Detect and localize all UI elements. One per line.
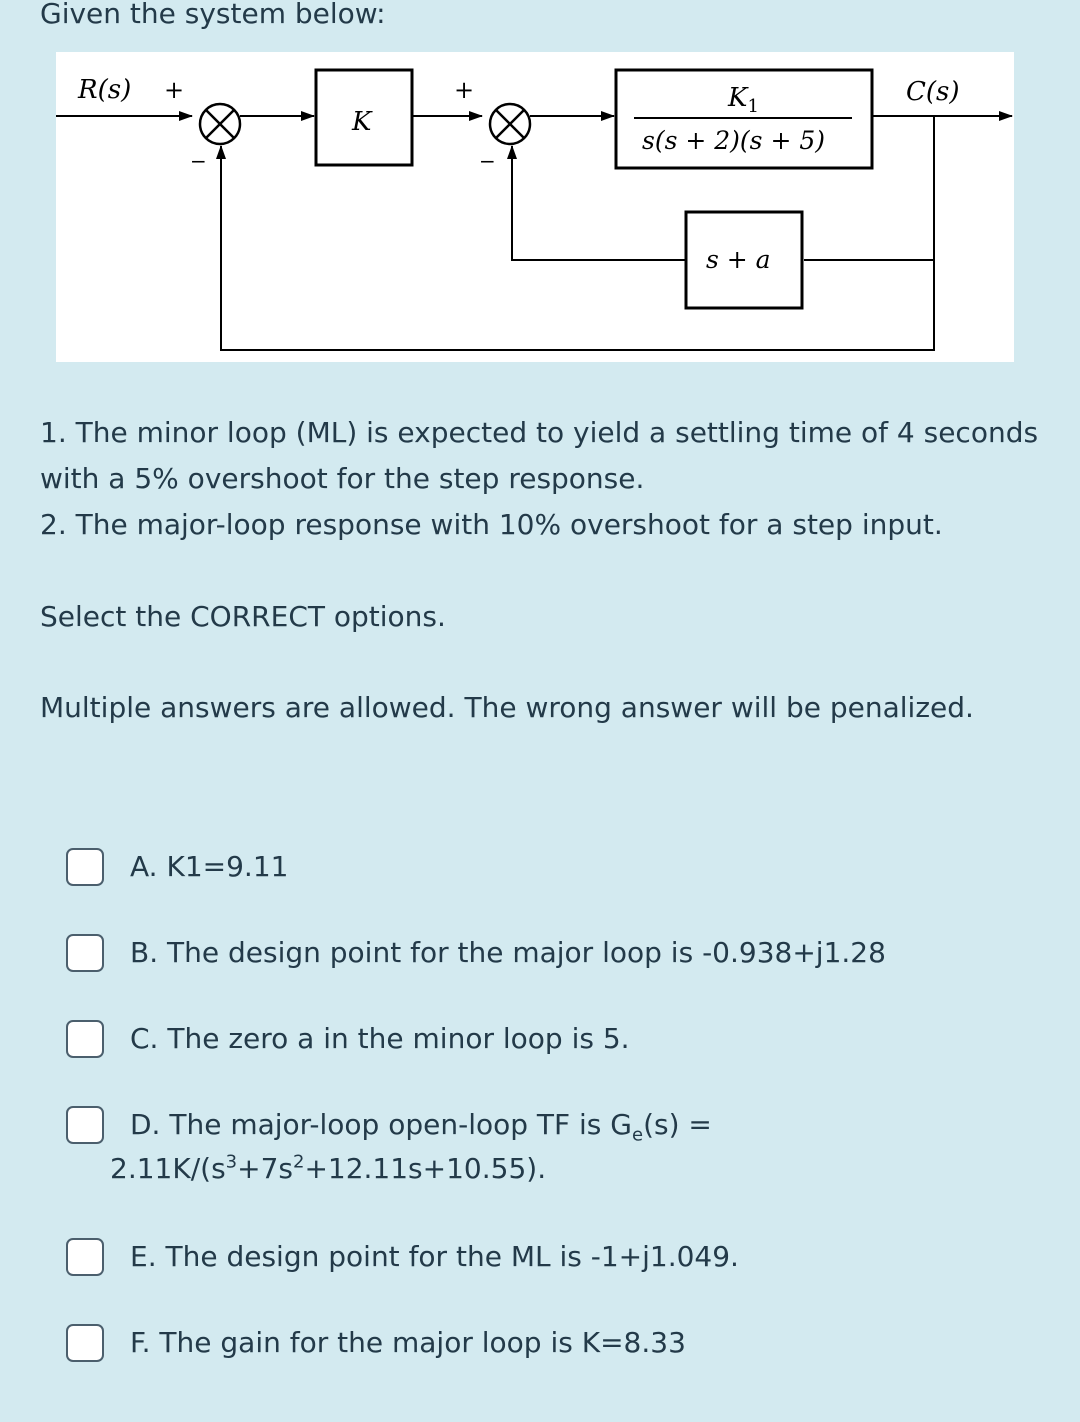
instruction-text: Select the CORRECT options. bbox=[40, 600, 446, 633]
intro-text: Given the system below: bbox=[40, 0, 386, 30]
option-d-label-line2: $2.11K/(s^3+7s^2+12.11s+10.55)$. bbox=[110, 1151, 547, 1185]
option-d-checkbox[interactable] bbox=[66, 1106, 104, 1144]
summing-junction-1 bbox=[200, 104, 240, 144]
option-d-label-line1: D. The major-loop open-loop TF is $G_e(s)$ = bbox=[130, 1108, 712, 1146]
sum1-minus-sign: − bbox=[190, 149, 207, 173]
option-e-label: E. The design point for the ML is -1+j1.049. bbox=[130, 1240, 739, 1273]
option-f-checkbox[interactable] bbox=[66, 1324, 104, 1362]
option-b-checkbox[interactable] bbox=[66, 934, 104, 972]
feedback-block-label: s + a bbox=[706, 245, 771, 274]
option-c-checkbox[interactable] bbox=[66, 1020, 104, 1058]
option-e-checkbox[interactable] bbox=[66, 1238, 104, 1276]
output-label: C(s) bbox=[906, 77, 960, 107]
sum2-plus-sign: + bbox=[454, 76, 475, 104]
option-b-label: B. The design point for the major loop is -0.938+j1.28 bbox=[130, 936, 886, 969]
requirement-major-loop: 2. The major-loop response with 10% overshoot for a step input. bbox=[40, 508, 943, 541]
option-a-checkbox[interactable] bbox=[66, 848, 104, 886]
summing-junction-2 bbox=[490, 104, 530, 144]
block-diagram bbox=[56, 52, 1014, 362]
plant-numerator: $K_1$ bbox=[728, 83, 759, 117]
sum1-plus-sign: + bbox=[164, 76, 185, 104]
sum2-minus-sign: − bbox=[479, 149, 496, 173]
block-diagram-svg bbox=[56, 52, 1014, 362]
gain-block-label: K bbox=[352, 107, 372, 137]
requirement-minor-loop: 1. The minor loop (ML) is expected to yield a settling time of 4 seconds with a 5% overshoot for the step response. bbox=[40, 416, 1039, 495]
plant-denominator: s(s + 2)(s + 5) bbox=[642, 126, 825, 155]
option-c-label: C. The zero a in the minor loop is 5. bbox=[130, 1022, 630, 1055]
option-f-label: F. The gain for the major loop is K=8.33 bbox=[130, 1326, 686, 1359]
option-a-label: A. K1=9.11 bbox=[130, 850, 289, 883]
penalty-note: Multiple answers are allowed. The wrong answer will be penalized. bbox=[40, 691, 974, 724]
major-loop-feedback-line bbox=[221, 146, 934, 350]
input-label: R(s) bbox=[78, 75, 132, 105]
